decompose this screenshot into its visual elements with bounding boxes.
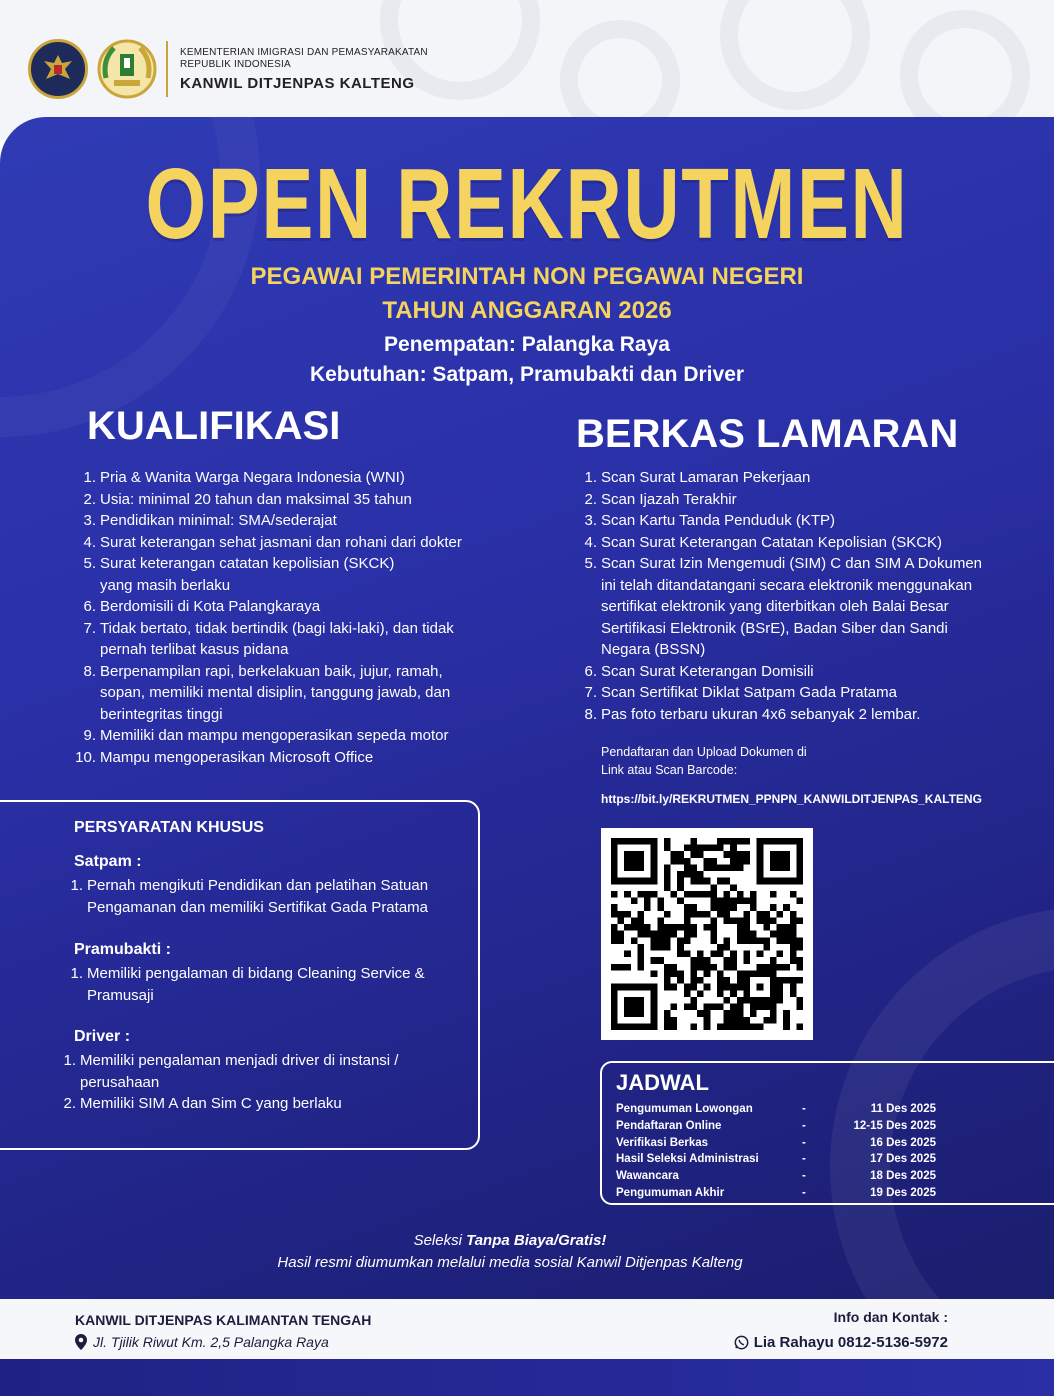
table-row (616, 1118, 936, 1135)
subtitle-year: TAHUN ANGGARAN 2026 (382, 297, 672, 324)
list-item (72, 489, 482, 511)
list-number: 6. (584, 662, 597, 680)
list-text: Surat keterangan catatan kepolisian (SKCK) yang masih berlaku (100, 555, 395, 594)
list-item (72, 747, 482, 769)
registration-note-line-1: Pendaftaran dan Upload Dokumen di (601, 745, 807, 759)
jadwal-label: Pendaftaran Online (616, 1119, 722, 1132)
registration-link[interactable]: https://bit.ly/REKRUTMEN_PPNPN_KANWILDITJENPAS_KALTENG (601, 792, 982, 806)
list-number: 2. (83, 490, 96, 508)
qr-code-graphic (611, 838, 803, 1030)
list-item (72, 661, 482, 726)
list-item (72, 618, 482, 661)
jadwal-date: 18 Des 2025 (870, 1170, 936, 1183)
list-item (72, 510, 482, 532)
jadwal-label: Verifikasi Berkas (616, 1136, 709, 1149)
pemasyarakatan-logo-icon (96, 38, 158, 100)
list-item (576, 661, 996, 683)
list-text: Scan Sertifikat Diklat Satpam Gada Pratama (601, 684, 897, 701)
list-item (576, 682, 996, 704)
list-number: 9. (83, 727, 96, 744)
list-number: 10. (75, 748, 96, 766)
list-item (58, 1093, 428, 1115)
table-row (616, 1135, 936, 1152)
list-text: Scan Surat Izin Mengemudi (SIM) C dan SIM A Dokumen ini telah ditandatangani secara elektronik menggunakan sertifikat elektronik yang diterbitkan oleh Balai Besar Sertifikasi Elektronik (BSrE), Badan Siber dan Sandi Negara (BSSN) (601, 555, 982, 658)
jadwal-heading: JADWAL (616, 1070, 709, 1095)
tagline-emphasis: Tanpa Biaya/Gratis! (466, 1232, 607, 1249)
kualifikasi-heading: KUALIFIKASI (87, 404, 341, 448)
berkas-heading: BERKAS LAMARAN (576, 412, 959, 456)
list-number: 5. (83, 555, 96, 572)
footer-info-label: Info dan Kontak : (833, 1309, 948, 1325)
jadwal-label: Pengumuman Akhir (616, 1186, 725, 1199)
list-text: Usia: minimal 20 tahun dan maksimal 35 tahun (100, 490, 412, 508)
list-number: 4. (83, 533, 96, 551)
list-number: 3. (584, 512, 597, 529)
tagline-prefix: Seleksi (413, 1232, 467, 1249)
footer-address (75, 1334, 329, 1350)
list-text: Scan Kartu Tanda Penduduk (KTP) (601, 512, 836, 529)
location-pin-icon (75, 1334, 87, 1350)
list-number: 7. (584, 684, 597, 701)
footer-bar (0, 1359, 1054, 1396)
list-text: Memiliki pengalaman di bidang Cleaning Service & Pramusaji (87, 965, 425, 1004)
list-text: Scan Ijazah Terakhir (601, 490, 737, 508)
list-text: Memiliki dan mampu mengoperasikan sepeda motor (100, 727, 449, 744)
list-item (72, 553, 482, 596)
list-text: Memiliki SIM A dan Sim C yang berlaku (80, 1095, 342, 1112)
org-line-2: REPUBLIK INDONESIA (180, 58, 291, 70)
list-text: Pria & Wanita Warga Negara Indonesia (WNI) (100, 469, 405, 486)
org-line-1: KEMENTERIAN IMIGRASI DAN PEMASYARAKATAN (180, 46, 428, 58)
header-logos (28, 38, 428, 100)
list-text: Pernah mengikuti Pendidikan dan pelatihan Satuan Pengamanan dan memiliki Sertifikat Gada Pratama (87, 877, 429, 916)
list-item (72, 532, 482, 554)
list-item (576, 489, 996, 511)
list-number: 2. (584, 490, 597, 508)
jadwal-date: 19 Des 2025 (870, 1186, 936, 1199)
list-text: Berdomisili di Kota Palangkaraya (100, 598, 321, 615)
tagline-free (0, 1232, 1020, 1249)
list-number: 8. (584, 705, 597, 723)
list-number: 2. (63, 1095, 76, 1112)
list-number: 1. (70, 965, 83, 982)
jadwal-dash: - (802, 1170, 806, 1183)
driver-heading: Driver : (74, 1028, 131, 1045)
list-item (66, 963, 446, 1006)
list-item (58, 1050, 428, 1093)
whatsapp-icon (734, 1335, 749, 1350)
pramubakti-list (66, 963, 446, 1006)
list-item (576, 467, 996, 489)
list-number: 5. (584, 555, 597, 572)
list-text: Tidak bertato, tidak bertindik (bagi laki-laki), dan tidak pernah terlibat kasus pidana (100, 619, 454, 658)
berkas-list (576, 467, 996, 725)
list-number: 1. (584, 469, 597, 486)
tagline-announcement: Hasil resmi diumumkan melalui media sosial Kanwil Ditjenpas Kalteng (277, 1254, 743, 1271)
list-item (72, 467, 482, 489)
list-number: 4. (584, 533, 597, 551)
jadwal-date: 12-15 Des 2025 (853, 1119, 936, 1132)
list-number: 3. (83, 512, 96, 529)
jadwal-dash: - (802, 1153, 806, 1166)
ornament-swirl (720, 0, 870, 110)
list-text: Berpenampilan rapi, berkelakuan baik, jujur, ramah, sopan, memiliki mental disiplin, tanggung jawab, dan berintegritas tinggi (100, 662, 451, 723)
jadwal-label: Pengumuman Lowongan (616, 1103, 753, 1115)
list-text: Scan Surat Keterangan Catatan Kepolisian (SKCK) (601, 533, 943, 551)
list-text: Memiliki pengalaman menjadi driver di instansi / perusahaan (80, 1052, 399, 1091)
footer-contact-text: Lia Rahayu 0812-5136-5972 (753, 1334, 948, 1351)
garuda-emblem-icon (28, 39, 88, 99)
pramubakti-heading: Pramubakti : (74, 941, 171, 958)
logo-divider (166, 41, 168, 97)
footer-contact[interactable] (734, 1334, 948, 1351)
page-title: OPEN REKRUTMEN (145, 148, 909, 260)
list-number: 7. (83, 619, 96, 637)
placement-text: Penempatan: Palangka Raya (384, 333, 670, 356)
list-text: Pendidikan minimal: SMA/sederajat (100, 512, 337, 529)
list-item (576, 510, 996, 532)
list-item (576, 553, 996, 661)
list-text: Mampu mengoperasikan Microsoft Office (100, 748, 374, 766)
list-number: 1. (83, 469, 96, 486)
org-block (180, 47, 428, 92)
list-item (72, 596, 482, 618)
needs-text: Kebutuhan: Satpam, Pramubakti dan Driver (309, 363, 745, 386)
jadwal-table (616, 1101, 936, 1202)
jadwal-date: 16 Des 2025 (870, 1136, 936, 1149)
table-row (616, 1168, 936, 1185)
list-number: 1. (70, 877, 83, 894)
jadwal-dash: - (802, 1119, 806, 1132)
jadwal-date: 11 Des 2025 (870, 1103, 936, 1115)
jadwal-dash: - (802, 1186, 806, 1199)
jadwal-dash: - (802, 1136, 806, 1149)
list-number: 6. (83, 598, 96, 615)
footer-org: KANWIL DITJENPAS KALIMANTAN TENGAH (75, 1312, 372, 1328)
list-item (576, 532, 996, 554)
list-item (576, 704, 996, 726)
list-text: Scan Surat Lamaran Pekerjaan (601, 469, 811, 486)
satpam-list (66, 875, 446, 918)
qr-code-icon[interactable] (601, 828, 813, 1040)
jadwal-label: Hasil Seleksi Administrasi (616, 1153, 759, 1166)
jadwal-label: Wawancara (616, 1170, 679, 1183)
poster-panel (0, 117, 1054, 1299)
org-name: KANWIL DITJENPAS KALTENG (180, 74, 415, 92)
table-row (616, 1185, 936, 1202)
persyaratan-khusus-heading: PERSYARATAN KHUSUS (74, 819, 264, 836)
registration-note-line-2: Link atau Scan Barcode: (601, 763, 738, 777)
registration-note (601, 743, 807, 779)
list-item (66, 875, 446, 918)
footer (0, 1299, 1054, 1359)
list-number: 1. (63, 1052, 76, 1069)
kualifikasi-list (72, 467, 482, 768)
subtitle-position: PEGAWAI PEMERINTAH NON PEGAWAI NEGERI (250, 263, 804, 290)
jadwal-dash: - (802, 1103, 806, 1115)
satpam-heading: Satpam : (74, 853, 142, 870)
list-text: Surat keterangan sehat jasmani dan rohani dari dokter (100, 533, 462, 551)
table-row (616, 1101, 936, 1118)
list-number: 8. (83, 662, 96, 680)
table-row (616, 1151, 936, 1168)
footer-address-text: Jl. Tjilik Riwut Km. 2,5 Palangka Raya (93, 1334, 329, 1350)
driver-list (58, 1050, 428, 1115)
list-item (72, 725, 482, 747)
list-text: Pas foto terbaru ukuran 4x6 sebanyak 2 lembar. (601, 705, 921, 723)
list-text: Scan Surat Keterangan Domisili (601, 662, 814, 680)
jadwal-date: 17 Des 2025 (870, 1153, 936, 1166)
